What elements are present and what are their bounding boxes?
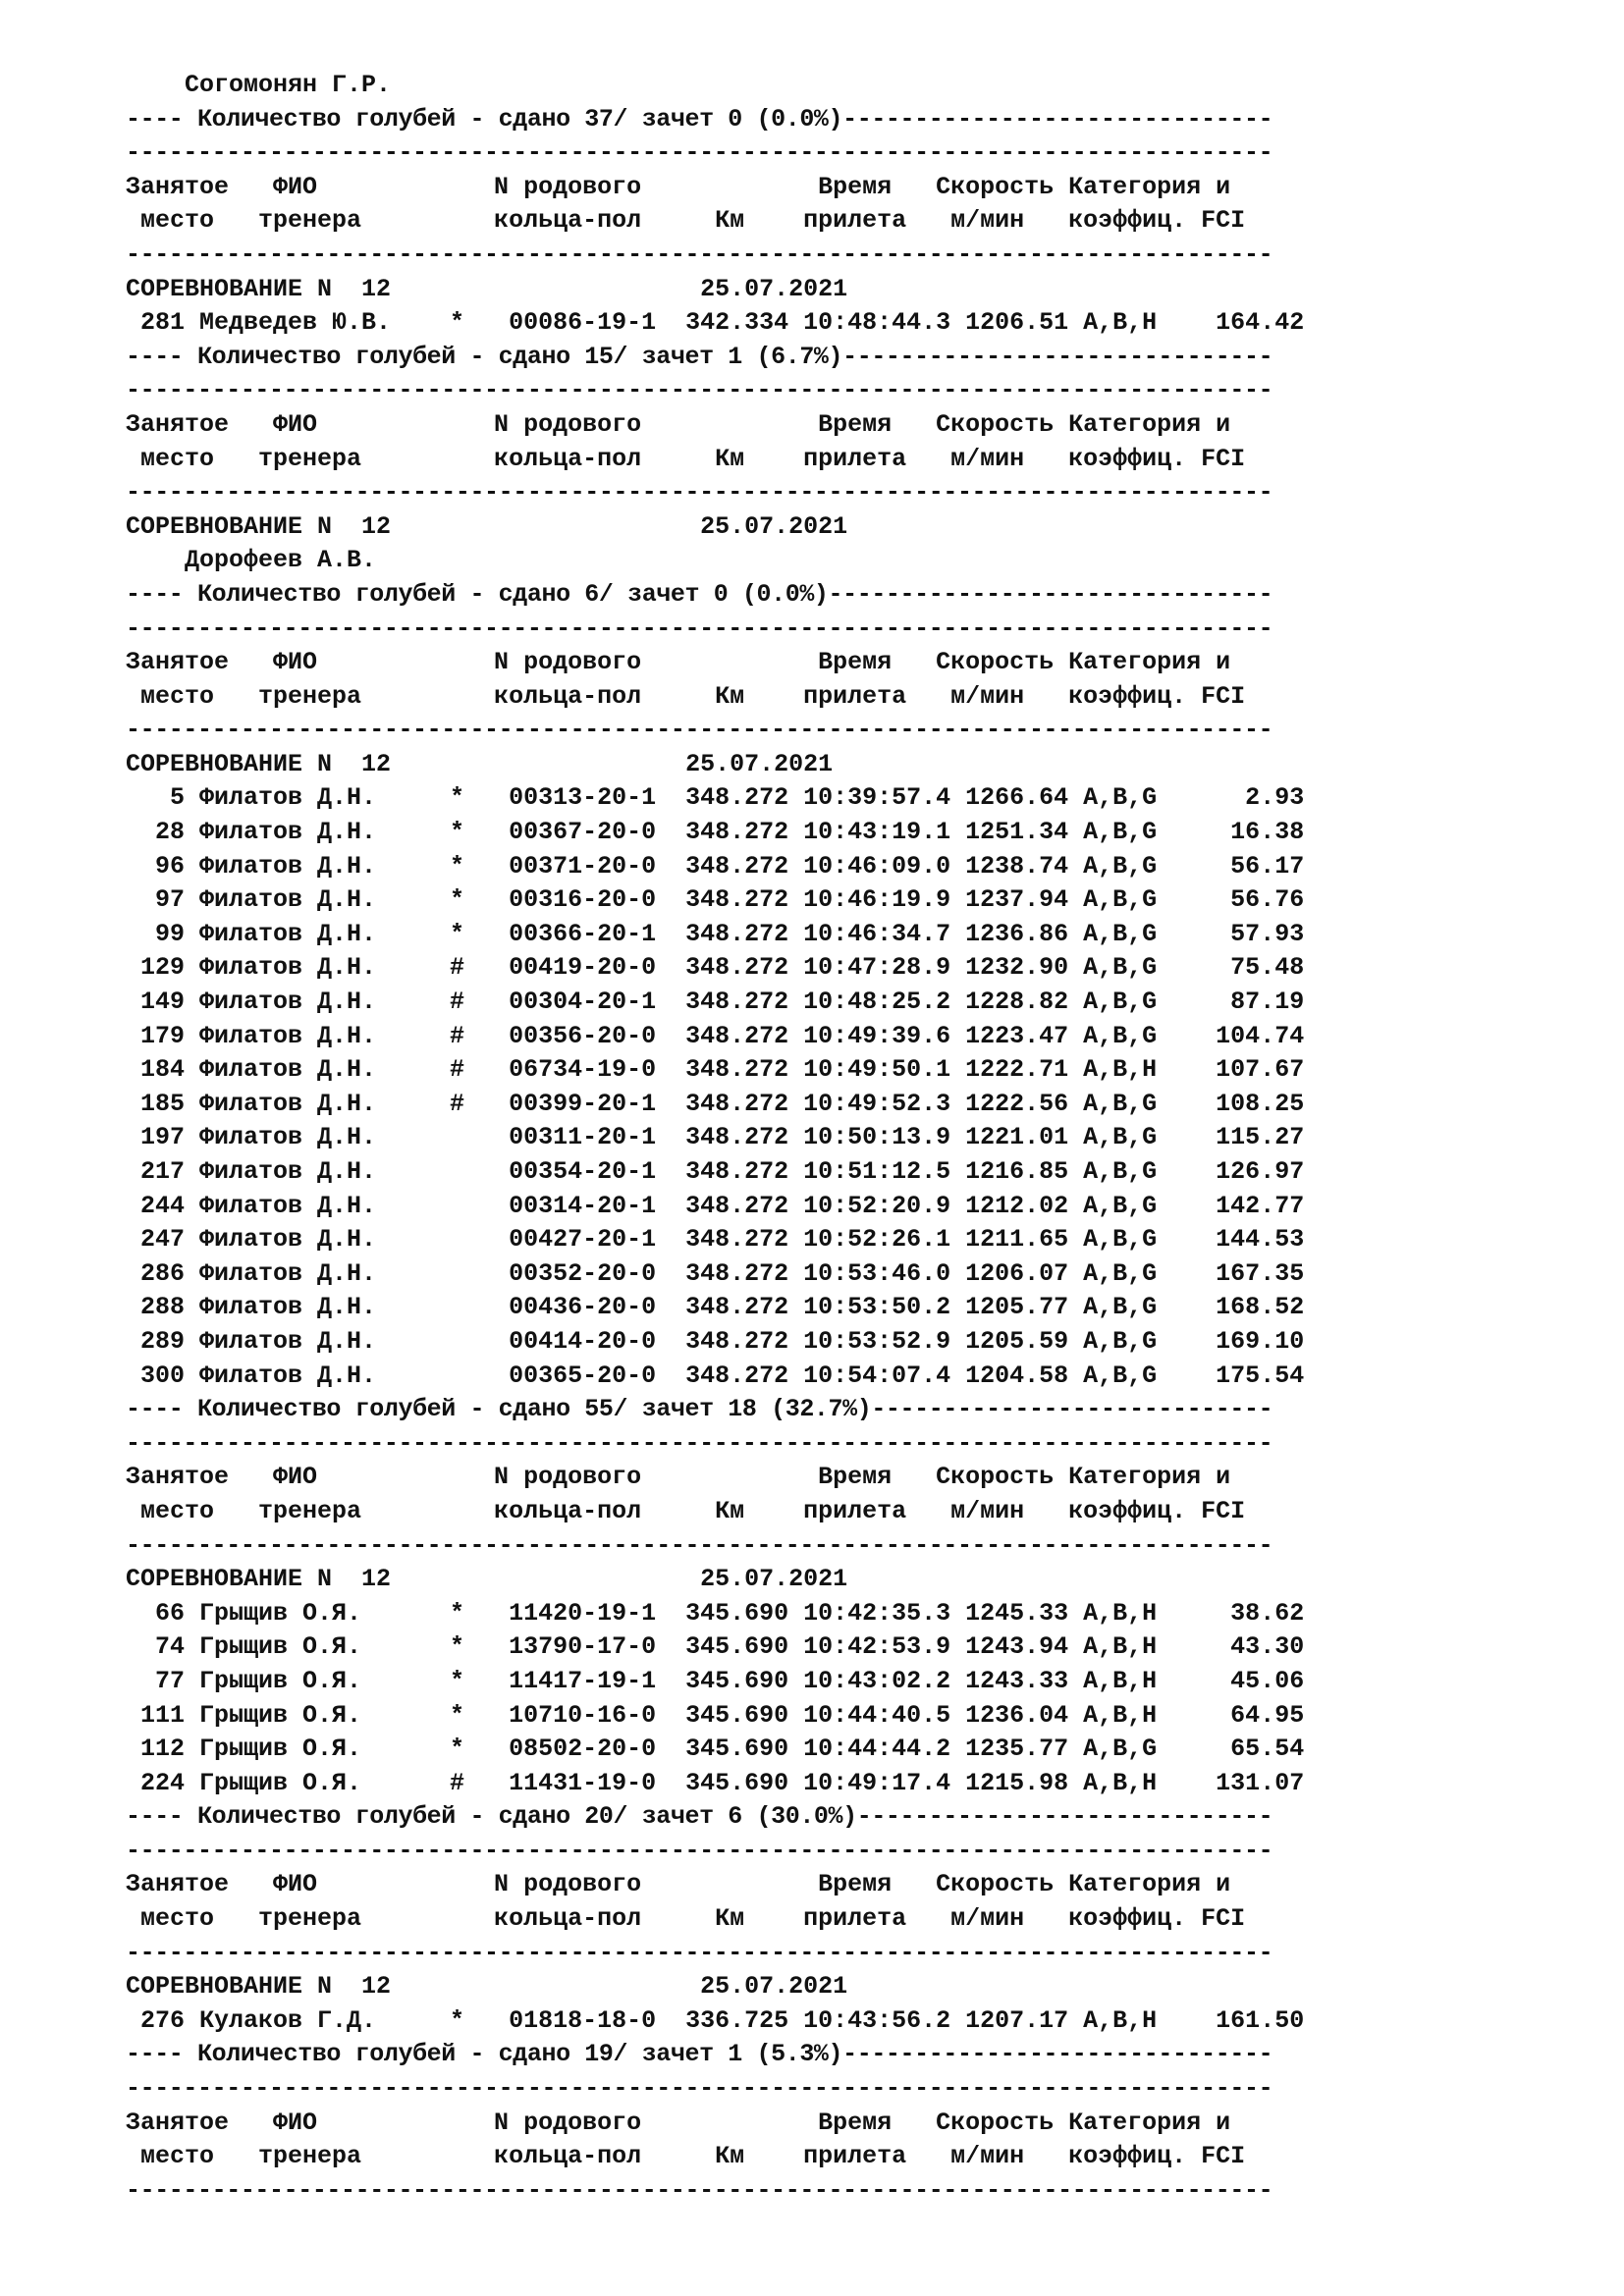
result-row: 224 Грыщив О.Я. # 11431-19-0 345.690 10:49:17.4 1215.98 A,B,H 131.07: [126, 1768, 1305, 1797]
competition-title-line: СОРЕВНОВАНИЕ N 12 25.07.2021: [126, 511, 848, 541]
result-row: 66 Грыщив О.Я. * 11420-19-1 345.690 10:42:35.3 1245.33 A,B,H 38.62: [126, 1598, 1305, 1628]
column-header-line-1: Занятое ФИО N родового Время Скорость Категория и: [126, 2108, 1231, 2137]
separator-rule: --------------------------------------------------------------------------------: [126, 478, 1273, 507]
competition-title-line: СОРЕВНОВАНИЕ N 12 25.07.2021: [126, 1972, 848, 2002]
result-row: 289 Филатов Д.Н. 00414-20-0 348.272 10:53:52.9 1205.59 A,B,G 169.10: [126, 1326, 1305, 1356]
result-row: 28 Филатов Д.Н. * 00367-20-0 348.272 10:43:19.1 1251.34 A,B,G 16.38: [126, 818, 1305, 847]
result-row: 185 Филатов Д.Н. # 00399-20-1 348.272 10:49:52.3 1222.56 A,B,G 108.25: [126, 1089, 1305, 1118]
separator-rule: --------------------------------------------------------------------------------: [126, 240, 1273, 269]
pigeon-count-summary: ---- Количество голубей - сдано 55/ зачет 18 (32.7%)----------------------------: [126, 1395, 1273, 1424]
separator-rule: --------------------------------------------------------------------------------: [126, 1836, 1273, 1865]
separator-rule: --------------------------------------------------------------------------------: [126, 2074, 1273, 2104]
column-header-line-1: Занятое ФИО N родового Время Скорость Категория и: [126, 1870, 1231, 1899]
breeder-name-line: Согомонян Г.Р.: [126, 71, 392, 99]
result-row: 184 Филатов Д.Н. # 06734-19-0 348.272 10:49:50.1 1222.71 A,B,H 107.67: [126, 1055, 1305, 1085]
result-row: 77 Грыщив О.Я. * 11417-19-1 345.690 10:43:02.2 1243.33 A,B,H 45.06: [126, 1666, 1305, 1695]
pigeon-count-summary: ---- Количество голубей - сдано 20/ зачет 6 (30.0%)-----------------------------: [126, 1802, 1273, 1832]
competition-title-line: СОРЕВНОВАНИЕ N 12 25.07.2021: [126, 749, 834, 778]
separator-rule: --------------------------------------------------------------------------------: [126, 1530, 1273, 1560]
pigeon-count-summary: ---- Количество голубей - сдано 6/ зачет 0 (0.0%)-------------------------------: [126, 579, 1273, 609]
separator-rule: --------------------------------------------------------------------------------: [126, 2175, 1273, 2205]
result-row: 99 Филатов Д.Н. * 00366-20-1 348.272 10:46:34.7 1236.86 A,B,G 57.93: [126, 919, 1305, 948]
result-row: 97 Филатов Д.Н. * 00316-20-0 348.272 10:46:19.9 1237.94 A,B,G 56.76: [126, 885, 1305, 915]
pigeon-count-summary: ---- Количество голубей - сдано 37/ зачет 0 (0.0%)------------------------------: [126, 104, 1273, 133]
result-row: 288 Филатов Д.Н. 00436-20-0 348.272 10:53:50.2 1205.77 A,B,G 168.52: [126, 1293, 1305, 1322]
column-header-line-2: место тренера кольца-пол Км прилета м/мин коэффиц. FCI: [126, 1496, 1246, 1525]
pigeon-count-summary: ---- Количество голубей - сдано 19/ зачет 1 (5.3%)------------------------------: [126, 2040, 1273, 2069]
separator-rule: --------------------------------------------------------------------------------: [126, 1938, 1273, 1967]
result-row: 197 Филатов Д.Н. 00311-20-1 348.272 10:50:13.9 1221.01 A,B,G 115.27: [126, 1123, 1305, 1152]
separator-rule: --------------------------------------------------------------------------------: [126, 1428, 1273, 1458]
results-report: [126, 69, 1598, 2208]
result-row: 244 Филатов Д.Н. 00314-20-1 348.272 10:52:20.9 1212.02 A,B,G 142.77: [126, 1191, 1305, 1220]
column-header-line-1: Занятое ФИО N родового Время Скорость Категория и: [126, 409, 1231, 439]
result-row: 276 Кулаков Г.Д. * 01818-18-0 336.725 10:43:56.2 1207.17 A,B,H 161.50: [126, 2005, 1305, 2035]
result-row: 217 Филатов Д.Н. 00354-20-1 348.272 10:51:12.5 1216.85 A,B,G 126.97: [126, 1157, 1305, 1186]
column-header-line-1: Занятое ФИО N родового Время Скорость Категория и: [126, 648, 1231, 677]
separator-rule: --------------------------------------------------------------------------------: [126, 614, 1273, 643]
column-header-line-2: место тренера кольца-пол Км прилета м/мин коэффиц. FCI: [126, 681, 1246, 711]
column-header-line-2: место тренера кольца-пол Км прилета м/мин коэффиц. FCI: [126, 444, 1246, 473]
separator-rule: --------------------------------------------------------------------------------: [126, 716, 1273, 745]
result-row: 74 Грыщив О.Я. * 13790-17-0 345.690 10:42:53.9 1243.94 A,B,H 43.30: [126, 1632, 1305, 1662]
result-row: 129 Филатов Д.Н. # 00419-20-0 348.272 10:47:28.9 1232.90 A,B,G 75.48: [126, 953, 1305, 983]
result-row: 111 Грыщив О.Я. * 10710-16-0 345.690 10:44:40.5 1236.04 A,B,H 64.95: [126, 1700, 1305, 1730]
separator-rule: --------------------------------------------------------------------------------: [126, 138, 1273, 168]
result-row: 281 Медведев Ю.В. * 00086-19-1 342.334 10:48:44.3 1206.51 A,B,H 164.42: [126, 308, 1305, 338]
result-row: 286 Филатов Д.Н. 00352-20-0 348.272 10:53:46.0 1206.07 A,B,G 167.35: [126, 1258, 1305, 1288]
column-header-line-2: место тренера кольца-пол Км прилета м/мин коэффиц. FCI: [126, 2142, 1246, 2171]
result-row: 112 Грыщив О.Я. * 08502-20-0 345.690 10:44:44.2 1235.77 A,B,G 65.54: [126, 1735, 1305, 1764]
pigeon-count-summary: ---- Количество голубей - сдано 15/ зачет 1 (6.7%)------------------------------: [126, 342, 1273, 371]
result-row: 5 Филатов Д.Н. * 00313-20-1 348.272 10:39:57.4 1266.64 A,B,G 2.93: [126, 783, 1305, 813]
competition-title-line: СОРЕВНОВАНИЕ N 12 25.07.2021: [126, 274, 848, 303]
result-row: 300 Филатов Д.Н. 00365-20-0 348.272 10:54:07.4 1204.58 A,B,G 175.54: [126, 1361, 1305, 1390]
column-header-line-1: Занятое ФИО N родового Время Скорость Категория и: [126, 1463, 1231, 1492]
breeder-name-line: Дорофеев А.В.: [126, 546, 377, 575]
separator-rule: --------------------------------------------------------------------------------: [126, 376, 1273, 405]
result-row: 247 Филатов Д.Н. 00427-20-1 348.272 10:52:26.1 1211.65 A,B,G 144.53: [126, 1225, 1305, 1255]
column-header-line-2: место тренера кольца-пол Км прилета м/мин коэффиц. FCI: [126, 206, 1246, 236]
competition-title-line: СОРЕВНОВАНИЕ N 12 25.07.2021: [126, 1565, 848, 1594]
result-row: 96 Филатов Д.Н. * 00371-20-0 348.272 10:46:09.0 1238.74 A,B,G 56.17: [126, 851, 1305, 881]
result-row: 179 Филатов Д.Н. # 00356-20-0 348.272 10:49:39.6 1223.47 A,B,G 104.74: [126, 1021, 1305, 1050]
result-row: 149 Филатов Д.Н. # 00304-20-1 348.272 10:48:25.2 1228.82 A,B,G 87.19: [126, 988, 1305, 1017]
column-header-line-1: Занятое ФИО N родового Время Скорость Категория и: [126, 172, 1231, 201]
column-header-line-2: место тренера кольца-пол Км прилета м/мин коэффиц. FCI: [126, 1904, 1246, 1934]
